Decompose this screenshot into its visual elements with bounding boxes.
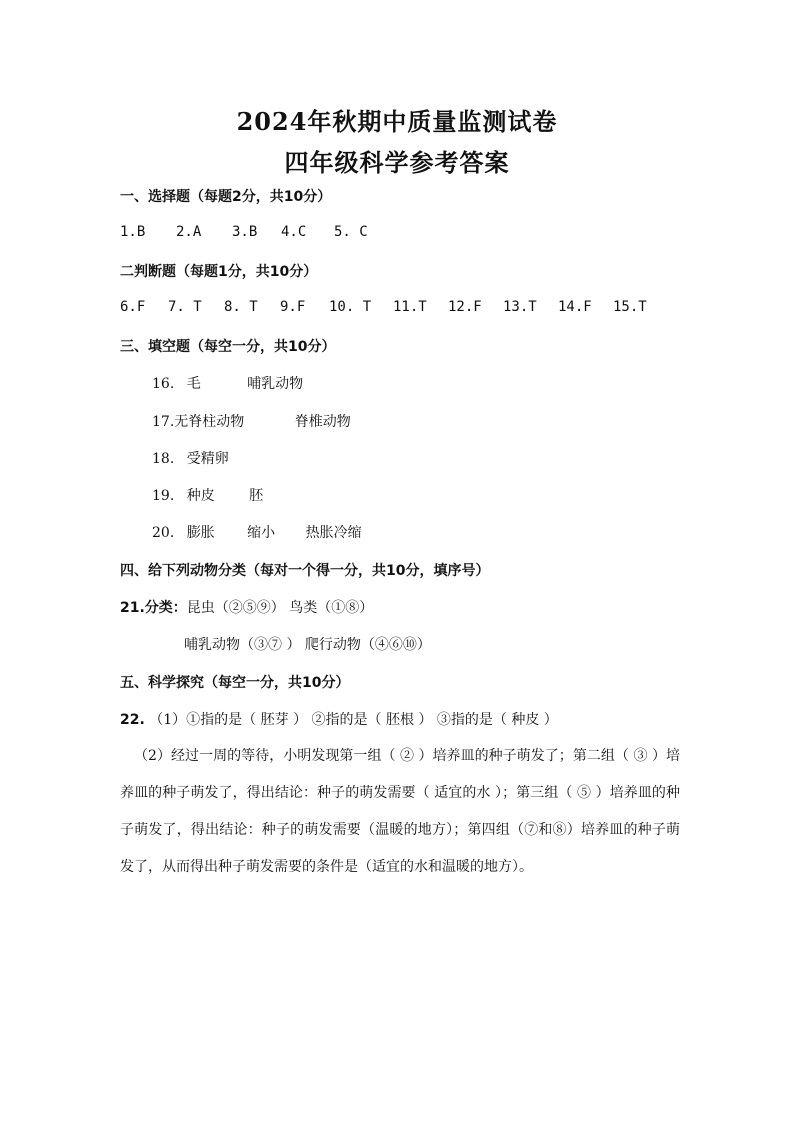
fill-answer: 种皮 — [186, 488, 215, 504]
fill-answer: 膨胀 — [186, 525, 215, 541]
item-number: 18. — [152, 451, 175, 467]
doc-title-line1: 2024年秋期中质量监测试卷 — [236, 107, 558, 136]
answer-2: 2.A — [176, 224, 202, 240]
fill-answer: 缩小 — [247, 525, 276, 541]
fill-answer: 受精卵 — [186, 451, 229, 467]
classification-label: 21.分类： — [120, 600, 187, 616]
fill-item-18 — [152, 448, 229, 468]
answer-12: 12.F — [448, 299, 482, 315]
inquiry-q2-paragraph: （2）经过一周的等待，小明发现第一组（ ② ）培养皿的种子萌发了；第二组（ ③ ）培养皿的种子萌发了，得出结论：种子的萌发需要（ 适宜的水 ）；第三组（ ⑤ ）培养皿的种子萌发了，得出结论：种子的萌发需要（温暖的地方）；第四组（⑦和⑧）培养皿的种子萌发了，从而得出种子萌发需要的条件是（适宜的水和温暖的地方）。 — [120, 748, 680, 875]
item-number: 19. — [152, 488, 175, 504]
inquiry-q1 — [120, 709, 558, 729]
section3-heading: 三、填空题（每空一分，共10分） — [120, 339, 336, 355]
item-number: 20. — [152, 525, 175, 541]
answer-6: 6.F — [120, 299, 146, 315]
fill-item-17 — [152, 411, 351, 431]
answer-8: 8. T — [224, 299, 258, 315]
section1-heading: 一、选择题（每题2分，共10分） — [120, 189, 332, 205]
answer-7: 7. T — [168, 299, 202, 315]
answer-11: 11.T — [393, 299, 427, 315]
answer-5: 5. C — [334, 224, 368, 240]
fill-item-16 — [152, 373, 303, 393]
section4-heading: 四、给下列动物分类（每对一个得一分，共10分，填序号） — [120, 563, 490, 579]
fill-answer: 胚 — [249, 488, 264, 504]
doc-title-line2: 四年级科学参考答案 — [284, 148, 510, 177]
classification-line2: 哺乳动物（③⑦ ） 爬行动物（④⑥⑩） — [184, 637, 431, 653]
section5-heading: 五、科学探究（每空一分，共10分） — [120, 675, 350, 691]
answer-14: 14.F — [558, 299, 592, 315]
answer-10: 10. T — [329, 299, 372, 315]
fill-answer: 热胀冷缩 — [305, 525, 362, 541]
answer-1: 1.B — [120, 224, 146, 240]
answer-9: 9.F — [280, 299, 306, 315]
classification-insects-birds: 昆虫（②⑤⑨） 鸟类（①⑧） — [186, 600, 374, 616]
item-number: 16. — [152, 376, 175, 392]
question-number: 22. — [120, 712, 145, 728]
fill-answer: 毛 — [186, 376, 201, 392]
section2-heading: 二判断题（每题1分，共10分） — [120, 264, 318, 280]
answer-15: 15.T — [613, 299, 647, 315]
fill-answer: 哺乳动物 — [247, 376, 304, 392]
inquiry-q1-text: （1）①指的是（ 胚芽 ） ②指的是（ 胚根 ） ③指的是（ 种皮 ） — [149, 712, 558, 728]
fill-answer: 脊椎动物 — [294, 414, 351, 430]
answer-4: 4.C — [281, 224, 307, 240]
answer-3: 3.B — [232, 224, 258, 240]
fill-item-20 — [152, 522, 362, 542]
classification-line1 — [120, 597, 373, 617]
fill-item-19 — [152, 485, 263, 505]
fill-answer: 无脊柱动物 — [174, 414, 245, 430]
answer-13: 13.T — [503, 299, 537, 315]
item-number: 17. — [152, 414, 175, 430]
